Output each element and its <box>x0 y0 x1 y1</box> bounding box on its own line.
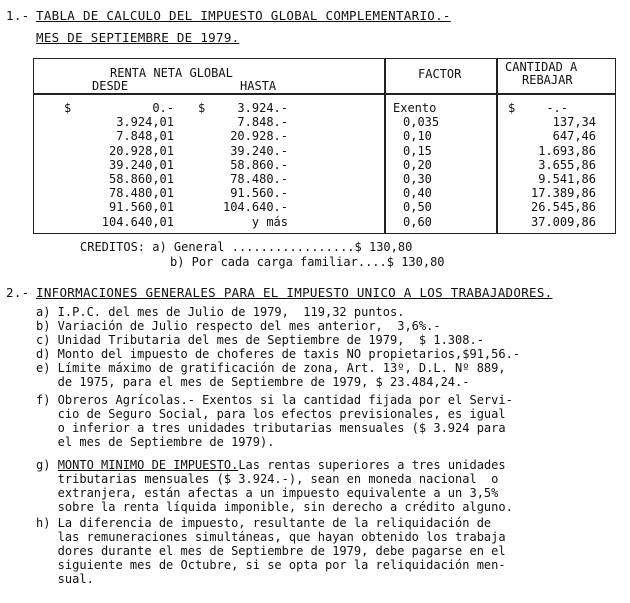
item-b: b) Variación de Julio respecto del mes anterior, 3,6%.- <box>36 319 441 333</box>
section1-subtitle: MES DE SEPTIEMBRE DE 1979. <box>36 30 240 45</box>
section1-number: 1.- <box>6 8 30 23</box>
table-cell: 0,50 <box>403 200 432 215</box>
table-cell: 3.924,01 <box>116 115 174 130</box>
section1-title: TABLA DE CALCULO DEL IMPUESTO GLOBAL COMPLEMENTARIO.- <box>36 8 451 23</box>
table-cell: 91.560,01 <box>108 200 174 215</box>
table-cell: 0.- <box>152 101 174 115</box>
table-cell: 3.655,86 <box>538 157 596 172</box>
table-cell: 3.924.- <box>237 101 288 115</box>
item-c: c) Unidad Tributaria del mes de Septiembre de 1979, $ 1.308.- <box>36 333 484 347</box>
table-cell: 17.389,86 <box>530 186 596 201</box>
table-cell: 0,60 <box>403 214 432 229</box>
creditos-general: CREDITOS: a) General .................$ 130,80 <box>80 240 413 254</box>
table-cell: y más <box>251 214 288 229</box>
table-cell: 0,10 <box>403 129 432 144</box>
item-g-line2: tributarias mensuales ($ 3.924.-), sean en moneda nacional o <box>36 472 499 486</box>
table-cell: 0,40 <box>403 186 432 201</box>
table-cell: 0,20 <box>403 157 432 172</box>
table-cell: 0,15 <box>403 143 432 158</box>
item-g-prefix: g) <box>36 458 58 472</box>
table-cell: 20.928,01 <box>108 143 174 158</box>
creditos-carga-familiar: b) Por cada carga familiar....$ 130,80 <box>170 255 445 269</box>
item-g-line3: extranjera, están afectas a un impuesto equivalente a un 3,5% <box>36 486 499 500</box>
rebajar-column <box>510 101 596 229</box>
item-h-line5: sual. <box>36 572 94 586</box>
table-cell: 26.545,86 <box>530 200 596 215</box>
table-cell: 104.640,01 <box>101 214 174 229</box>
table-cell: $ <box>64 101 72 115</box>
item-g-rest: Las rentas superiores a tres unidades <box>238 458 506 472</box>
header-cantidad: CANTIDAD A <box>505 60 578 74</box>
item-h-line4: siguiente mes de Octubre, si se opta por la reliquidación men- <box>36 558 506 572</box>
header-renta-neta-global: RENTA NETA GLOBAL <box>110 66 233 80</box>
section2-title: INFORMACIONES GENERALES PARA EL IMPUESTO UNICO A LOS TRABAJADORES. <box>36 285 553 300</box>
table-cell: -.- <box>546 101 568 115</box>
table-cell: 78.480,01 <box>108 186 174 201</box>
table-cell: 37.009,86 <box>530 214 596 229</box>
table-cell: 58.860,01 <box>108 171 174 186</box>
header-desde: DESDE <box>92 79 129 93</box>
table-cell: 58.860.- <box>230 157 288 172</box>
header-divider <box>33 93 616 95</box>
item-g-line1 <box>36 459 506 473</box>
item-g-line4: sobre la renta líquida imponible, sin derecho a crédito alguno. <box>36 500 513 514</box>
section2-number: 2.- <box>6 285 30 300</box>
item-h-line3: dores durante el mes de Septiembre de 1979, debe pagarse en el <box>36 544 506 558</box>
desde-column <box>70 101 174 229</box>
table-cell: Exento <box>393 101 437 115</box>
item-e-line2: de 1975, para el mes de Septiembre de 1979, $ 23.484,24.- <box>36 375 470 389</box>
header-factor: FACTOR <box>418 67 462 81</box>
table-cell: 137,34 <box>552 115 596 130</box>
table-cell: 1.693,86 <box>538 143 596 158</box>
column-divider-factor <box>384 58 386 234</box>
table-cell: $ <box>198 101 206 115</box>
table-cell: 7.848.- <box>237 115 288 130</box>
table-cell: 0,30 <box>403 171 432 186</box>
item-f-line3: o inferior a tres unidades tributarias mensuales ($ 3.924 para <box>36 421 506 435</box>
item-a: a) I.P.C. del mes de Julio de 1979, 119,32 puntos. <box>36 305 405 319</box>
table-cell: 104.640.- <box>222 200 288 215</box>
item-h-line2: las remuneraciones simultáneas, que hayan obtenido los trabaja <box>36 530 506 544</box>
item-f-line1: f) Obreros Agrícolas.- Exentos si la cantidad fijada por el Servi- <box>36 393 513 407</box>
table-cell: $ <box>508 101 516 115</box>
table-cell: 20.928.- <box>230 129 288 144</box>
item-f-line2: cio de Seguro Social, para los efectos previsionales, es igual <box>36 407 506 421</box>
item-e-line1: e) Límite máximo de gratificación de zona, Art. 13º, D.L. Nº 889, <box>36 361 506 375</box>
item-d: d) Monto del impuesto de choferes de taxis NO propietarios,$91,56.- <box>36 347 521 361</box>
header-rebajar-text: REBAJAR <box>522 73 573 87</box>
table-cell: 0,035 <box>403 115 440 130</box>
factor-column <box>393 101 473 229</box>
table-cell: 647,46 <box>552 129 596 144</box>
item-h-line1: h) La diferencia de impuesto, resultante de la reliquidación de <box>36 516 492 530</box>
item-f-line4: el mes de Septiembre de 1979). <box>36 435 275 449</box>
table-cell: 39.240.- <box>230 143 288 158</box>
table-cell: 9.541,86 <box>538 171 596 186</box>
item-g-title: MONTO MINIMO DE IMPUESTO. <box>57 458 239 472</box>
table-cell: 39.240,01 <box>108 157 174 172</box>
header-hasta: HASTA <box>240 79 277 93</box>
table-cell: 7.848,01 <box>116 129 174 144</box>
column-divider-rebajar <box>496 58 498 234</box>
table-cell: 91.560.- <box>230 186 288 201</box>
table-cell: 78.480.- <box>230 171 288 186</box>
hasta-column <box>200 101 288 229</box>
